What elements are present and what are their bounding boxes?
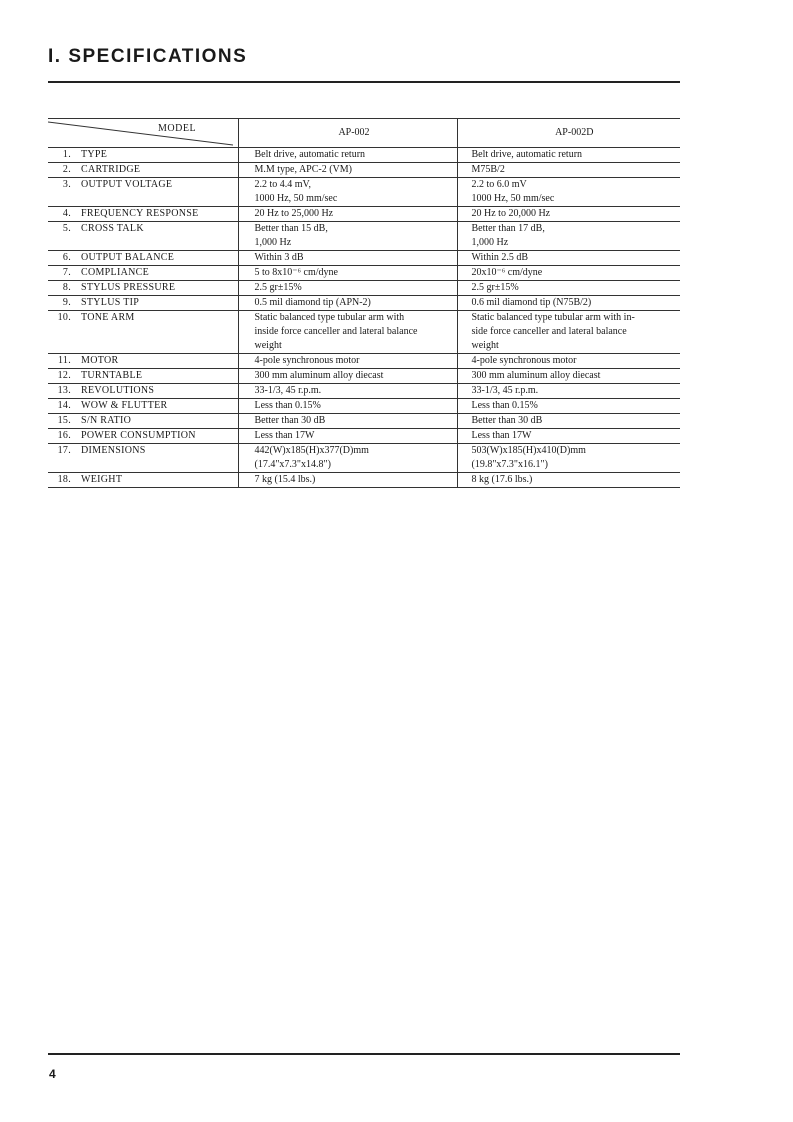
spec-value-ap-002 <box>238 414 457 429</box>
spec-label-cell <box>48 222 238 251</box>
spec-value-ap-002d <box>457 444 680 473</box>
spec-number: 3. <box>62 179 71 190</box>
spec-value-line: 5 to 8x10⁻⁶ cm/dyne <box>254 267 338 278</box>
spec-value-ap-002 <box>238 207 457 222</box>
spec-value-line: 2.2 to 6.0 mV <box>471 179 527 190</box>
spec-value-line: 300 mm aluminum alloy diecast <box>254 370 384 381</box>
spec-number: 11. <box>57 355 71 366</box>
spec-number: 8. <box>62 282 71 293</box>
spec-value-line: Static balanced type tubular arm with <box>254 312 405 323</box>
spec-value-ap-002 <box>238 311 457 354</box>
spec-number: 2. <box>62 164 71 175</box>
spec-number: 6. <box>62 252 71 263</box>
spec-label: TONE ARM <box>81 312 135 323</box>
spec-label: S/N RATIO <box>81 415 132 426</box>
spec-value-ap-002d <box>457 163 680 178</box>
spec-label-cell <box>48 414 238 429</box>
footer-rule <box>48 1053 680 1055</box>
spec-value-ap-002 <box>238 354 457 369</box>
spec-value-line: (17.4"x7.3"x14.8") <box>254 459 331 470</box>
spec-value-ap-002d <box>457 384 680 399</box>
table-row <box>48 444 680 473</box>
spec-value-ap-002d <box>457 399 680 414</box>
spec-label-cell <box>48 384 238 399</box>
spec-value-line: Within 3 dB <box>254 252 304 263</box>
spec-value-ap-002 <box>238 178 457 207</box>
spec-value-ap-002d <box>457 429 680 444</box>
spec-value-line: 442(W)x185(H)x377(D)mm <box>254 445 369 456</box>
spec-number: 17. <box>57 445 71 456</box>
table-row <box>48 354 680 369</box>
spec-value-line: Less than 0.15% <box>254 400 321 411</box>
spec-value-ap-002d <box>457 296 680 311</box>
spec-label: TURNTABLE <box>81 370 143 381</box>
column-header-ap-002d: AP-002D <box>457 119 680 148</box>
spec-value-line: inside force canceller and lateral balance <box>254 326 418 337</box>
spec-number: 18. <box>57 474 71 485</box>
table-header-row <box>48 119 680 148</box>
spec-label: FREQUENCY RESPONSE <box>81 208 199 219</box>
model-header-label: MODEL <box>158 123 197 134</box>
spec-number: 13. <box>57 385 71 396</box>
spec-label: MOTOR <box>81 355 119 366</box>
spec-value-ap-002d <box>457 281 680 296</box>
spec-number: 14. <box>57 400 71 411</box>
spec-value-line: Better than 30 dB <box>471 415 543 426</box>
spec-label-cell <box>48 399 238 414</box>
table-row <box>48 222 680 251</box>
model-header-cell <box>48 119 238 148</box>
spec-label-cell <box>48 148 238 163</box>
table-row <box>48 266 680 281</box>
spec-value-ap-002d <box>457 251 680 266</box>
spec-value-line: Better than 17 dB, <box>471 223 545 234</box>
spec-value-ap-002 <box>238 163 457 178</box>
spec-value-ap-002 <box>238 281 457 296</box>
spec-number: 10. <box>57 312 71 323</box>
spec-label-cell <box>48 444 238 473</box>
spec-value-line: weight <box>471 340 499 351</box>
spec-value-line: weight <box>254 340 282 351</box>
spec-label: DIMENSIONS <box>81 445 146 456</box>
spec-value-line: (19.8"x7.3"x16.1") <box>471 459 548 470</box>
spec-value-line: Less than 0.15% <box>471 400 538 411</box>
spec-label-cell <box>48 311 238 354</box>
spec-label: OUTPUT VOLTAGE <box>81 179 173 190</box>
title-rule <box>48 81 680 83</box>
spec-label-cell <box>48 163 238 178</box>
spec-value-line: 0.6 mil diamond tip (N75B/2) <box>471 297 592 308</box>
spec-label-cell <box>48 266 238 281</box>
table-row <box>48 281 680 296</box>
table-row <box>48 251 680 266</box>
spec-number: 1. <box>62 149 71 160</box>
spec-value-line: side force canceller and lateral balance <box>471 326 627 337</box>
spec-label: WOW & FLUTTER <box>81 400 168 411</box>
spec-value-line: Static balanced type tubular arm with in- <box>471 312 635 323</box>
spec-number: 16. <box>57 430 71 441</box>
spec-value-line: 4-pole synchronous motor <box>254 355 360 366</box>
spec-label-cell <box>48 207 238 222</box>
spec-value-ap-002 <box>238 251 457 266</box>
spec-value-ap-002 <box>238 473 457 488</box>
spec-label-cell <box>48 473 238 488</box>
spec-value-line: 1000 Hz, 50 mm/sec <box>471 193 555 204</box>
spec-label: WEIGHT <box>81 474 123 485</box>
table-row <box>48 414 680 429</box>
spec-value-ap-002 <box>238 222 457 251</box>
spec-label: STYLUS PRESSURE <box>81 282 176 293</box>
table-row <box>48 207 680 222</box>
spec-number: 12. <box>57 370 71 381</box>
spec-value-ap-002 <box>238 399 457 414</box>
table-row <box>48 148 680 163</box>
spec-value-line: Better than 15 dB, <box>254 223 328 234</box>
spec-label: CROSS TALK <box>81 223 144 234</box>
spec-label-cell <box>48 178 238 207</box>
page-title: I. SPECIFICATIONS <box>48 46 248 67</box>
spec-value-line: Better than 30 dB <box>254 415 326 426</box>
table-row <box>48 473 680 488</box>
spec-value-line: 20 Hz to 25,000 Hz <box>254 208 334 219</box>
page-number: 4 <box>49 1067 56 1081</box>
specifications-body <box>48 148 680 488</box>
diagonal-divider <box>48 119 238 147</box>
spec-label: CARTRIDGE <box>81 164 141 175</box>
specifications-table <box>48 118 680 488</box>
spec-number: 5. <box>62 223 71 234</box>
spec-value-line: 4-pole synchronous motor <box>471 355 577 366</box>
spec-value-ap-002d <box>457 414 680 429</box>
table-row <box>48 163 680 178</box>
spec-value-line: 503(W)x185(H)x410(D)mm <box>471 445 586 456</box>
table-row <box>48 429 680 444</box>
spec-value-line: M.M type, APC-2 (VM) <box>254 164 353 175</box>
spec-value-line: 20 Hz to 20,000 Hz <box>471 208 551 219</box>
spec-label-cell <box>48 281 238 296</box>
spec-value-line: 1000 Hz, 50 mm/sec <box>254 193 338 204</box>
spec-value-ap-002d <box>457 178 680 207</box>
table-row <box>48 311 680 354</box>
spec-value-line: Belt drive, automatic return <box>471 149 583 160</box>
spec-label-cell <box>48 369 238 384</box>
spec-value-ap-002d <box>457 311 680 354</box>
column-header-ap-002: AP-002 <box>238 119 457 148</box>
spec-label: STYLUS TIP <box>81 297 140 308</box>
spec-number: 7. <box>62 267 71 278</box>
spec-value-ap-002 <box>238 148 457 163</box>
spec-value-line: 1,000 Hz <box>471 237 509 248</box>
spec-value-line: Less than 17W <box>254 430 315 441</box>
spec-value-ap-002d <box>457 369 680 384</box>
spec-label-cell <box>48 429 238 444</box>
spec-value-ap-002 <box>238 369 457 384</box>
spec-value-ap-002 <box>238 384 457 399</box>
spec-value-ap-002 <box>238 429 457 444</box>
spec-value-line: 0.5 mil diamond tip (APN-2) <box>254 297 371 308</box>
spec-value-line: 7 kg (15.4 lbs.) <box>254 474 316 485</box>
spec-value-line: Belt drive, automatic return <box>254 149 366 160</box>
spec-value-line: 33-1/3, 45 r.p.m. <box>471 385 539 396</box>
spec-value-line: M75B/2 <box>471 164 505 175</box>
spec-number: 9. <box>62 297 71 308</box>
spec-label: OUTPUT BALANCE <box>81 252 175 263</box>
table-row <box>48 178 680 207</box>
table-row <box>48 384 680 399</box>
spec-value-line: 8 kg (17.6 lbs.) <box>471 474 533 485</box>
spec-value-line: Less than 17W <box>471 430 532 441</box>
spec-value-line: 33-1/3, 45 r.p.m. <box>254 385 322 396</box>
spec-value-line: 2.5 gr±15% <box>471 282 519 293</box>
spec-value-ap-002d <box>457 266 680 281</box>
spec-number: 4. <box>62 208 71 219</box>
spec-value-line: 300 mm aluminum alloy diecast <box>471 370 601 381</box>
table-row <box>48 399 680 414</box>
spec-value-ap-002 <box>238 444 457 473</box>
spec-value-ap-002 <box>238 266 457 281</box>
spec-value-ap-002d <box>457 354 680 369</box>
spec-label: TYPE <box>81 149 108 160</box>
spec-value-line: Within 2.5 dB <box>471 252 529 263</box>
spec-value-ap-002d <box>457 473 680 488</box>
spec-label: POWER CONSUMPTION <box>81 430 196 441</box>
spec-value-line: 20x10⁻⁶ cm/dyne <box>471 267 543 278</box>
spec-label: COMPLIANCE <box>81 267 150 278</box>
table-row <box>48 369 680 384</box>
spec-label-cell <box>48 296 238 311</box>
spec-label: REVOLUTIONS <box>81 385 155 396</box>
spec-value-line: 1,000 Hz <box>254 237 292 248</box>
spec-value-line: 2.5 gr±15% <box>254 282 302 293</box>
spec-label-cell <box>48 354 238 369</box>
spec-number: 15. <box>57 415 71 426</box>
table-row <box>48 296 680 311</box>
spec-value-ap-002 <box>238 296 457 311</box>
spec-value-ap-002d <box>457 207 680 222</box>
spec-value-ap-002d <box>457 222 680 251</box>
spec-value-ap-002d <box>457 148 680 163</box>
spec-label-cell <box>48 251 238 266</box>
spec-value-line: 2.2 to 4.4 mV, <box>254 179 311 190</box>
